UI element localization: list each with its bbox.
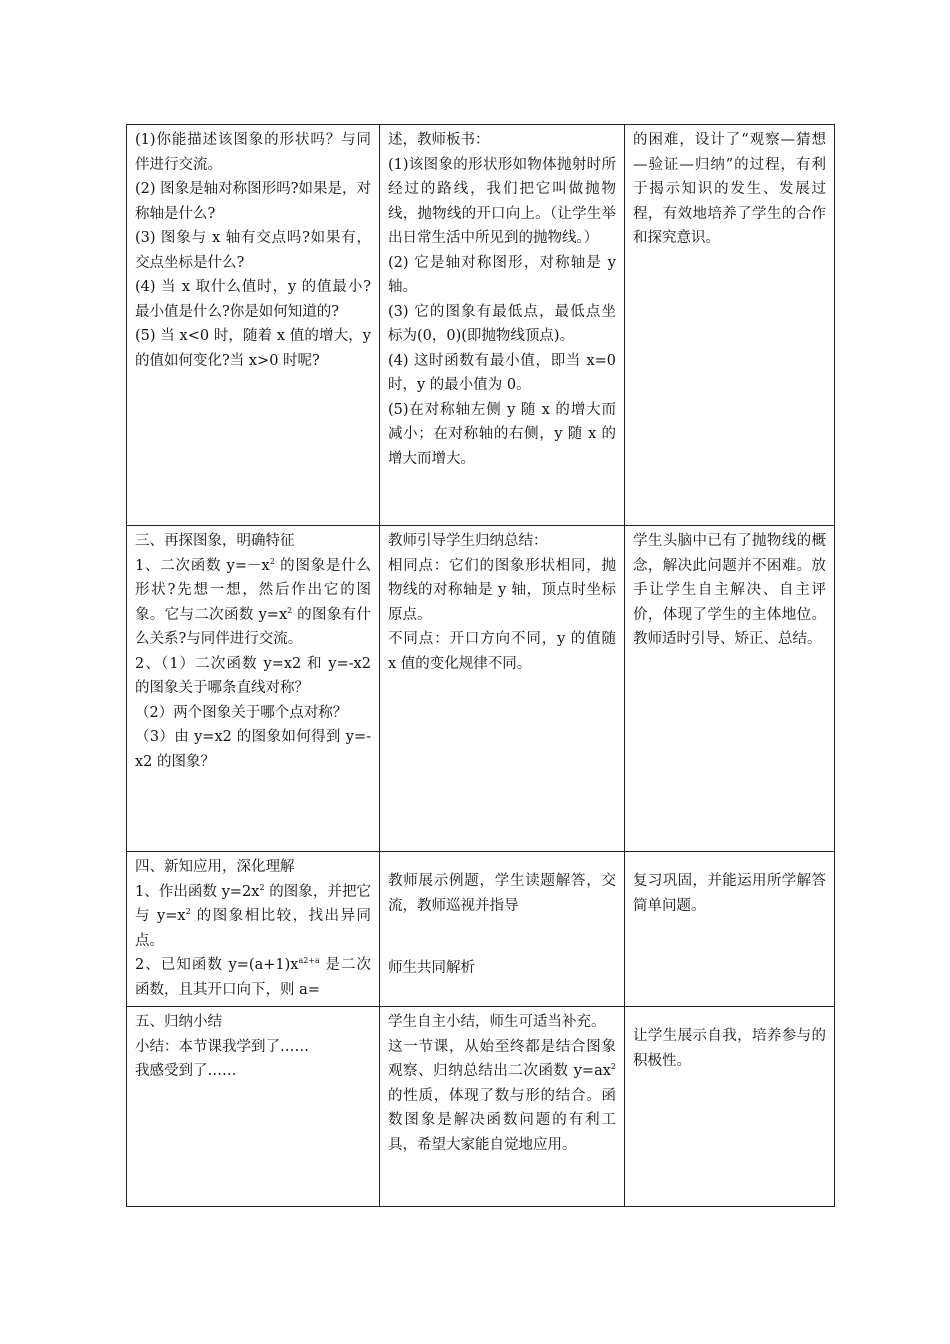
differences: 不同点：开口方向不同，y 的值随 x 值的变化规律不同。 (388, 631, 616, 672)
activity-cell (127, 125, 380, 526)
intent-cell (625, 125, 835, 526)
section-title: 三、再探图象，明确特征 (135, 533, 295, 549)
teacher-cell (380, 526, 625, 852)
summary-prompt-2: 我感受到了…… (135, 1063, 237, 1079)
design-intent: 让学生展示自我，培养参与的积极性。 (633, 1028, 826, 1069)
closing-remarks: 这一节课，从始至终都是结合图象观察、归纳总结出二次函数 $y=ax^2$ 的性质，体现了数与形的结合。函数图象是解决函数问题的有利工具，希望大家能自觉地应用。 (388, 1038, 616, 1153)
task-1: 1、二次函数 $y=-x^2$ 的图象是什么形状?先想一想，然后作出它的图象。它与二次函数 $y=x^2$ 的图象有什么关系?与同伴进行交流。 (135, 556, 372, 647)
similarities: 相同点：它们的图象形状相同，抛物线的对称轴是 y 轴，顶点时坐标原点。 (388, 557, 616, 623)
task-2: 2、（1）二次函数 y=x2 和 y=-x2 的图象关于哪条直线对称？ (135, 655, 371, 696)
board-intro: 述，教师板书： (388, 132, 490, 148)
exercise-2: 2、已知函数 $y=(a+1)x^{a2+a}$ 是二次函数，且其开口向下，则 a= (135, 956, 372, 998)
task-3: （2）两个图象关于哪个点对称？ (135, 704, 348, 721)
table-row (127, 526, 835, 852)
lesson-plan-table (126, 124, 835, 1207)
joint-analysis: 师生共同解析 (388, 960, 475, 976)
teacher-cell (380, 125, 625, 526)
table-row (127, 1007, 835, 1207)
answer-1: (1)该图象的形状形如物体抛射时所经过的路线，我们把它叫做抛物线，抛物线的开口向上。（让学生举出日常生活中所见到的抛物线。） (388, 156, 616, 246)
question-4: (4) 当 x 取什么值时，y 的值最小?最小值是什么?你是如何知道的? (135, 279, 371, 320)
answer-5: (5)在对称轴左侧 y 随 x 的增大而减小；在对称轴的右侧，y 随 x 的增大而增大。 (388, 401, 616, 467)
intent-cell (625, 852, 835, 1007)
teacher-cell (380, 852, 625, 1007)
answer-3: (3) 它的图象有最低点，最低点坐标为(0，0)(即抛物线顶点)。 (388, 303, 616, 344)
exercise-1: 1、作出函数 $y=2x^2$ 的图象，并把它与 $y=x^2$ 的图象相比较，找出异同点。 (135, 882, 371, 949)
teacher-cell (380, 1007, 625, 1207)
table-row (127, 852, 835, 1007)
section-title: 五、归纳小结 (135, 1014, 222, 1030)
question-2: (2) 图象是轴对称图形吗?如果是，对称轴是什么? (135, 181, 371, 222)
summary-prompt-1: 小结：本节课我学到了…… (135, 1038, 309, 1055)
table-row (127, 125, 835, 526)
section-title: 四、新知应用，深化理解 (135, 859, 295, 875)
design-intent: 复习巩固，并能运用所学解答简单问题。 (633, 873, 826, 914)
intent-cell (625, 1007, 835, 1207)
activity-cell (127, 526, 380, 852)
answer-2: (2) 它是轴对称图形，对称轴是 y 轴。 (388, 254, 616, 295)
answer-4: (4) 这时函数有最小值，即当 x=0 时，y 的最小值为 0。 (388, 352, 616, 393)
design-intent: 学生头脑中已有了抛物线的概念，解决此问题并不困难。放手让学生自主解决、自主评价，体现了学生的主体地位。教师适时引导、矫正、总结。 (633, 533, 826, 647)
task-4: （3）由 y=x2 的图象如何得到 y=-x2 的图象？ (135, 729, 371, 770)
activity-cell (127, 1007, 380, 1207)
question-3: (3) 图象与 x 轴有交点吗?如果有，交点坐标是什么? (135, 230, 371, 271)
question-1: (1)你能描述该图象的形状吗？与同伴进行交流。 (135, 132, 371, 173)
teacher-activity: 教师展示例题，学生读题解答，交流，教师巡视并指导 (388, 873, 616, 914)
activity-cell (127, 852, 380, 1007)
intent-cell (625, 526, 835, 852)
design-intent: 的困难，设计了“观察—猜想—验证—归纳”的过程，有利于揭示知识的发生、发展过程，有效地培养了学生的合作和探究意识。 (633, 132, 826, 246)
summary-intro: 教师引导学生归纳总结： (388, 533, 548, 549)
question-5: (5) 当 x<0 时，随着 x 值的增大，y 的值如何变化?当 x>0 时呢? (135, 328, 371, 369)
self-summary: 学生自主小结，师生可适当补充。 (388, 1014, 606, 1030)
